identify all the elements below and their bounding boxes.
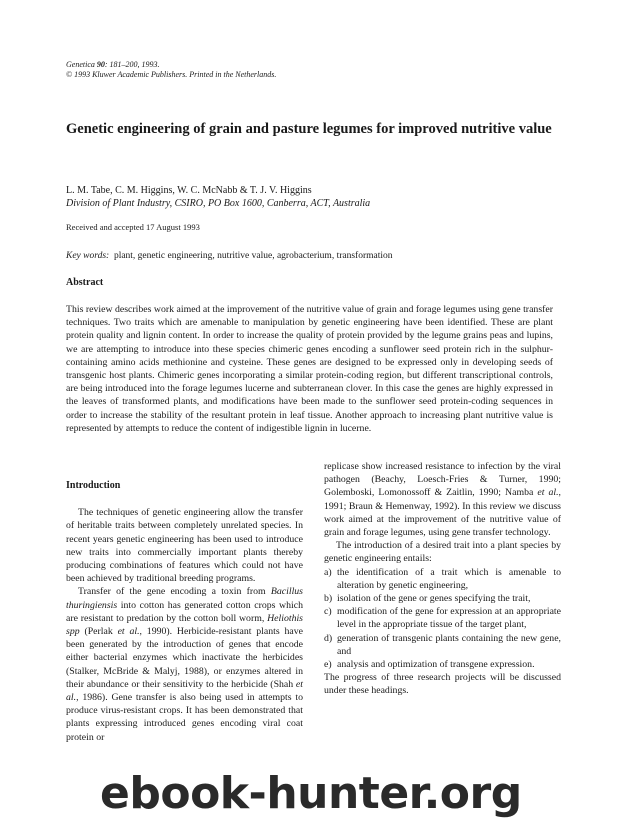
list-item: c) modification of the gene for expression at an appropriate level in the appropriate tissue of the target plant, xyxy=(324,606,561,631)
column-left xyxy=(66,479,303,744)
list-item: e) analysis and optimization of transgene expression. xyxy=(324,659,535,671)
journal-name: Genetica xyxy=(66,60,95,69)
introduction-heading: Introduction xyxy=(66,480,121,491)
list-item: b) isolation of the gene or genes specifying the trait, xyxy=(324,593,531,605)
journal-line xyxy=(66,60,276,70)
affiliation: Division of Plant Industry, CSIRO, PO Box 1600, Canberra, ACT, Australia xyxy=(66,198,371,209)
received-date: Received and accepted 17 August 1993 xyxy=(66,222,200,232)
abstract-text: This review describes work aimed at the improvement of the nutritive value of grain and forage legumes using gene transfer techniques. Two traits which are amenable to manipulation by genetic engineering have been identified. These are plant protein quality and lignin content. In order to increase the quality of protein provided by the legume grains peas and lupins, we are attempting to introduce into these species chimeric genes encoding a sunflower seed protein rich in the sulphur-containing amino acids methionine and cysteine. These genes are designed to be expressed only in developing seeds of transgenic host plants. Chimeric genes incorporating a similar protein-coding region, but different transcriptional controls, are being introduced into the forage legumes lucerne and subterranean clover. In this case the genes are highly expressed in the leaves of transformed plants, and modifications have been made to the sunflower seed protein-coding sequences in order to increase the stability of the resultant protein in leaf tissue. Another approach to increasing plant nutritive value is represented by attempts to reduce the content of indigestible lignin in lucerne. xyxy=(66,304,553,434)
journal-citation xyxy=(66,60,276,80)
journal-volume: 90 xyxy=(96,60,105,69)
authors: L. M. Tabe, C. M. Higgins, W. C. McNabb & T. J. V. Higgins xyxy=(66,185,312,196)
closing-sentence: The progress of three research projects will be discussed under these headings. xyxy=(324,672,561,697)
list-item: d) generation of transgenic plants containing the new gene, and xyxy=(324,632,561,657)
keywords-list: plant, genetic engineering, nutritive value, agrobacterium, transformation xyxy=(113,251,393,261)
intro-paragraph-continued: replicase show increased resistance to infection by the viral pathogen (Beachy, Loesch-Fries & Turner, 1990; Golemboski, Lomonossoff & Zaitlin, 1990; Namba et al., 1991; Braun & Hemenway, 1992). In this review we discuss work aimed at the improvement of the nutritive value of grain and forage legumes, using gene transfer technology. xyxy=(324,461,561,539)
journal-pages: : 181–200, 1993. xyxy=(104,60,160,69)
intro-paragraph-2: Transfer of the gene encoding a toxin from Bacillus thuringiensis into cotton has generated cotton crops which are resistant to predation by the cotton boll worm, Heliothis spp (Perlak et al., 1990). Herbicide-resistant plants have been generated by the introduction of genes that encode either bacterial enzymes which inactivate the herbicides (Stalker, McBride & Malyj, 1988), or enzymes altered in their abundance or their sensitivity to the herbicide (Shah et al., 1986). Gene transfer is also being used in attempts to produce virus-resistant crops. It has been demonstrated that plants expressing introduced genes encoding viral coat protein or xyxy=(66,586,303,743)
list-item: a) the identification of a trait which is amenable to alteration by genetic engineering, xyxy=(324,566,561,591)
steps-list xyxy=(324,566,561,672)
watermark: ebook-hunter.org xyxy=(100,768,522,819)
abstract-heading: Abstract xyxy=(66,277,104,288)
article-title: Genetic engineering of grain and pasture legumes for improved nutritive value xyxy=(66,121,552,137)
copyright-line: © 1993 Kluwer Academic Publishers. Printed in the Netherlands. xyxy=(66,70,277,79)
keywords-label: Key words: xyxy=(66,251,110,261)
column-right xyxy=(324,460,561,698)
trait-list-intro: The introduction of a desired trait into a plant species by genetic engineering entails: xyxy=(324,540,561,565)
keywords xyxy=(66,250,393,262)
intro-paragraph-1: The techniques of genetic engineering allow the transfer of heritable traits between completely unrelated species. In recent years genetic engineering has been used to introduce new traits into commercially important plants thereby producing combinations of features which could not have been achieved by traditional breeding programs. xyxy=(66,507,303,585)
